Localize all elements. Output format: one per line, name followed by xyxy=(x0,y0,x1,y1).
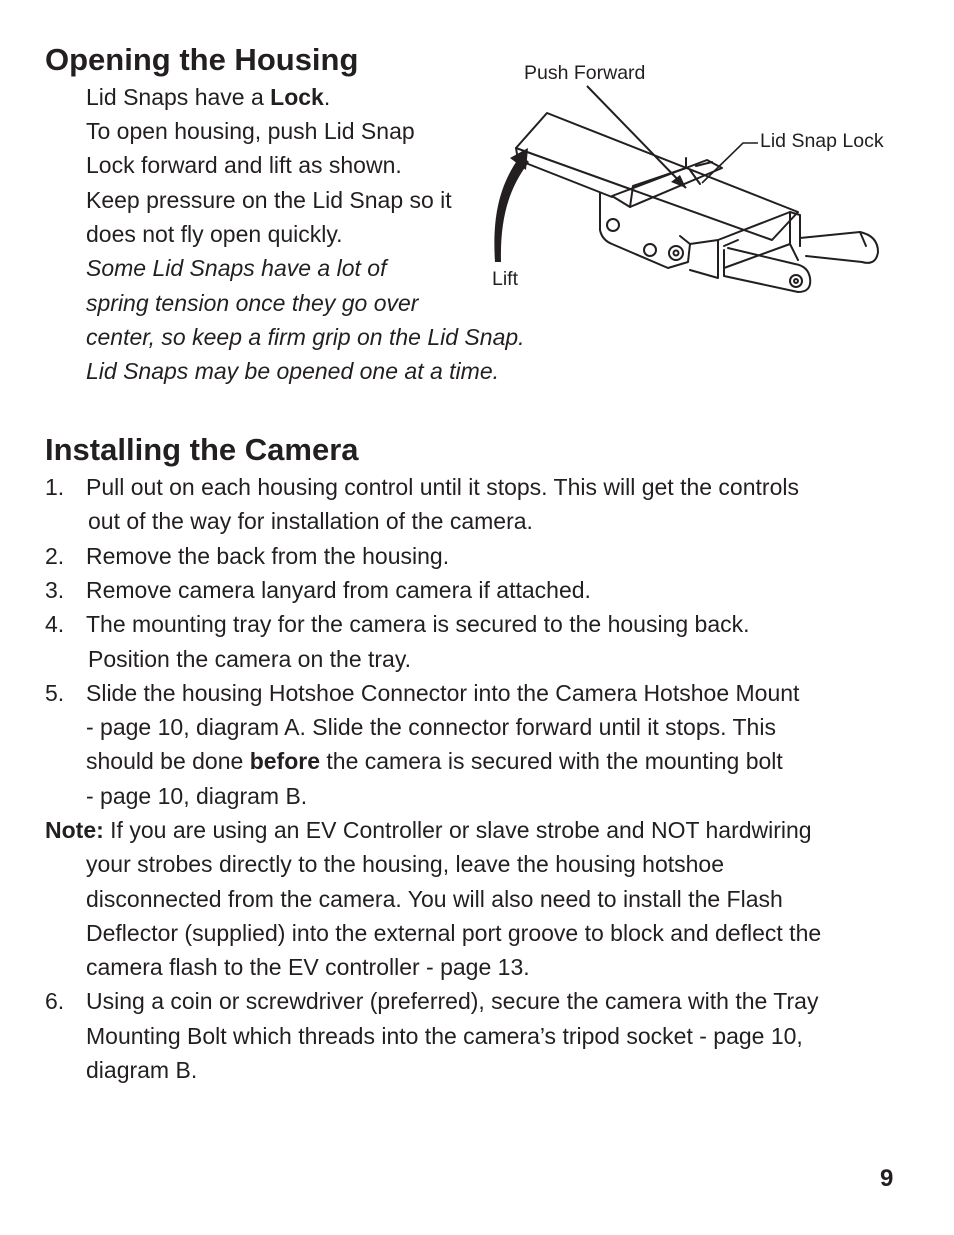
step-2-text: Remove the back from the housing. xyxy=(86,543,450,569)
lock-bold: Lock xyxy=(270,84,324,110)
step-5-text: Slide the housing Hotshoe Connector into the Camera Hotshoe Mount xyxy=(86,680,800,706)
step-6-text: Using a coin or screwdriver (preferred), secure the camera with the Tray xyxy=(86,988,819,1014)
step-6-text: diagram B. xyxy=(86,1057,198,1083)
step-number: 5. xyxy=(45,680,65,706)
label-lid-snap-lock: Lid Snap Lock xyxy=(760,130,884,152)
step-3-text: Remove camera lanyard from camera if attached. xyxy=(86,577,591,603)
label-push-forward: Push Forward xyxy=(524,62,646,84)
step-5-text: - page 10, diagram B. xyxy=(86,783,308,809)
text: . xyxy=(323,84,331,110)
note-text: camera flash to the EV controller - page 13. xyxy=(86,954,530,980)
step-number: 1. xyxy=(45,474,65,500)
paragraph-line: Lock forward and lift as shown. xyxy=(86,152,402,178)
step-4-text: The mounting tray for the camera is secured to the housing back. xyxy=(86,611,750,637)
before-bold: before xyxy=(249,748,320,774)
note-label: Note: xyxy=(45,817,104,843)
italic-line: Lid Snaps may be opened one at a time. xyxy=(86,358,500,384)
italic-line: center, so keep a firm grip on the Lid Snap. xyxy=(86,324,525,350)
label-lift: Lift xyxy=(492,268,519,290)
note-text: disconnected from the camera. You will also need to install the Flash xyxy=(86,886,783,912)
text: If you are using an EV Controller or slave strobe and NOT hardwiring xyxy=(103,817,812,843)
text: Lid Snaps have a xyxy=(86,84,271,110)
note-text xyxy=(45,819,812,842)
step-4-text: Position the camera on the tray. xyxy=(88,646,412,672)
step-number: 6. xyxy=(45,988,65,1014)
section-title-installing: Installing the Camera xyxy=(45,432,359,467)
page-number: 9 xyxy=(880,1165,894,1192)
paragraph-line: To open housing, push Lid Snap xyxy=(86,118,415,144)
italic-line: Some Lid Snaps have a lot of xyxy=(86,255,387,281)
step-1-text: Pull out on each housing control until it stops. This will get the controls xyxy=(86,474,799,500)
text: the camera is secured with the mounting bolt xyxy=(320,748,783,774)
italic-line: spring tension once they go over xyxy=(86,290,419,316)
step-1-text: out of the way for installation of the camera. xyxy=(88,508,533,534)
paragraph-line: does not fly open quickly. xyxy=(86,221,343,247)
note-text: Deflector (supplied) into the external port groove to block and deflect the xyxy=(86,920,822,946)
paragraph-line: Keep pressure on the Lid Snap so it xyxy=(86,187,452,213)
step-5-text: - page 10, diagram A. Slide the connector forward until it stops. This xyxy=(86,714,776,740)
step-number: 4. xyxy=(45,611,65,637)
step-5-text xyxy=(86,750,783,773)
step-number: 2. xyxy=(45,543,65,569)
step-number: 3. xyxy=(45,577,65,603)
section-title-opening: Opening the Housing xyxy=(45,42,359,77)
step-6-text: Mounting Bolt which threads into the camera’s tripod socket - page 10, xyxy=(86,1023,803,1049)
text: should be done xyxy=(86,748,250,774)
note-text: your strobes directly to the housing, leave the housing hotshoe xyxy=(86,851,725,877)
